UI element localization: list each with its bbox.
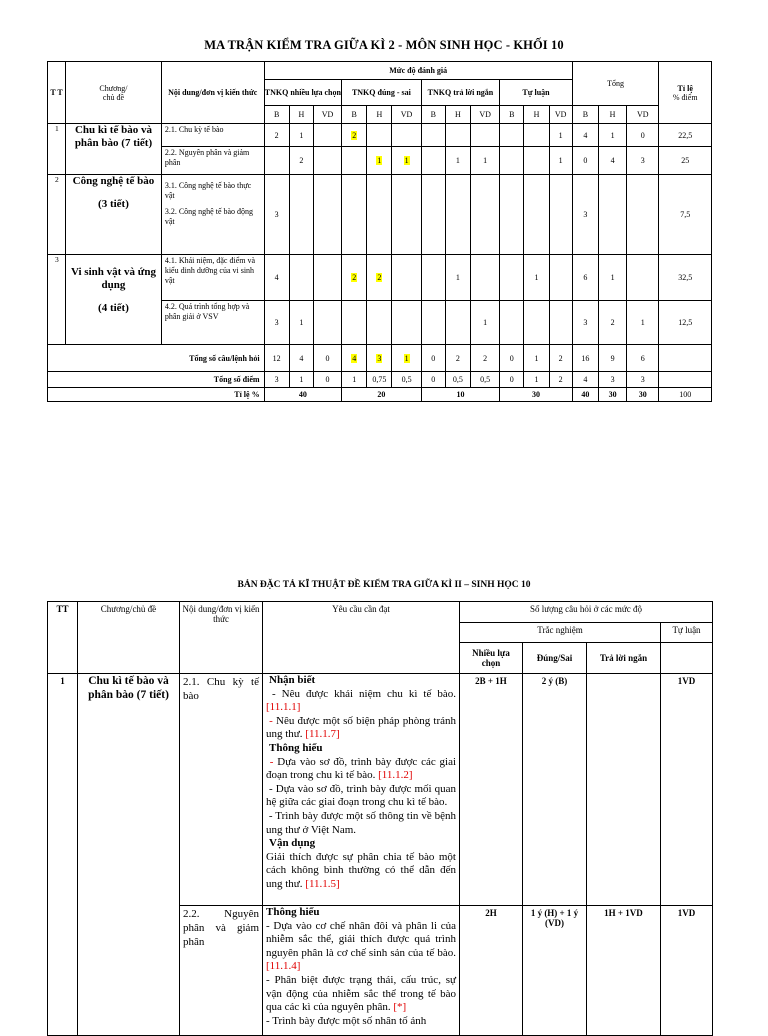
req-vd1: Giải thích được sự phân chia tế bào một cách không bình thường có thể dẫn đến ung thư. [266, 850, 456, 890]
header-noidung: Nội dung/đơn vị kiến thức [161, 62, 264, 124]
matrix-cell [445, 124, 470, 147]
level-thonghieu: Thông hiểu [266, 906, 320, 918]
matrix-cell [445, 175, 470, 255]
col-soluong: Số lượng câu hỏi ở các mức độ [460, 602, 713, 623]
req-th1: - Dựa vào cơ chế nhân đôi và phân li của nhiễm sắc thể, giải thích được quá trình nguyên phân là cơ chế sinh sản của tế bào. [266, 919, 456, 959]
matrix-cell [500, 124, 524, 147]
matrix-cell: 3 [572, 301, 598, 345]
matrix-cell [392, 345, 421, 372]
matrix-cell [392, 255, 421, 301]
matrix-cell: 3 [627, 147, 659, 175]
row1-tuluan: 1VD [661, 674, 713, 906]
matrix-title: MA TRẬN KIỂM TRA GIỮA KÌ 2 - MÔN SINH HỌC - KHỐI 10 [204, 38, 564, 52]
matrix-cell [392, 124, 421, 147]
matrix-cell [342, 301, 367, 345]
matrix-cell: 0,75 [367, 372, 392, 388]
matrix-cell: 4 [572, 124, 598, 147]
highlighted-value: 1 [404, 156, 409, 165]
matrix-cell: 3 [598, 372, 626, 388]
tile-cell [659, 345, 712, 372]
row2-dungsai: 1 ý (H) + 1 ý (VD) [523, 906, 587, 1036]
matrix-cell [264, 147, 289, 175]
matrix-cell [549, 301, 572, 345]
header-level: VD [313, 106, 341, 124]
matrix-cell: 0 [500, 372, 524, 388]
chapter-tt: 3 [48, 255, 66, 345]
matrix-cell [471, 255, 500, 301]
matrix-cell [627, 255, 659, 301]
row2-nhieulua: 2H [460, 906, 523, 1036]
matrix-cell: 16 [572, 345, 598, 372]
matrix-cell [367, 345, 392, 372]
matrix-cell: 2 [598, 301, 626, 345]
content-unit: 2.2. Nguyên phân và giảm phân [161, 147, 264, 175]
chapter-name: Vi sinh vật và ứng dụng (4 tiết) [66, 255, 162, 345]
matrix-cell [313, 301, 341, 345]
matrix-cell: 1 [549, 124, 572, 147]
req-nb1: Nêu được khái niệm chu kì tế bào. [281, 687, 456, 700]
matrix-cell: 3 [264, 175, 289, 255]
matrix-cell [421, 255, 445, 301]
matrix-cell: 4 [598, 147, 626, 175]
matrix-cell [342, 124, 367, 147]
tile-total: 100 [659, 388, 712, 402]
matrix-cell: 0 [421, 372, 445, 388]
chapter-tt: 2 [48, 175, 66, 255]
matrix-cell: 1 [524, 255, 549, 301]
matrix-cell [367, 175, 392, 255]
total-label: Tổng số điểm [48, 372, 265, 388]
header-group: TNKQ đúng - sai [342, 80, 422, 106]
matrix-cell [392, 175, 421, 255]
spec-table [47, 601, 713, 1036]
matrix-cell [313, 255, 341, 301]
tile-sum: 40 [572, 388, 598, 402]
matrix-cell: 2 [289, 147, 313, 175]
matrix-cell [421, 301, 445, 345]
matrix-cell [471, 124, 500, 147]
matrix-cell: 2 [471, 345, 500, 372]
col-tt: TT [48, 602, 78, 674]
matrix-cell: 2 [445, 345, 470, 372]
matrix-cell [289, 255, 313, 301]
matrix-cell [500, 175, 524, 255]
req-code: [*] [393, 1001, 407, 1014]
level-nhanbiet: Nhận biết [269, 674, 316, 686]
row1-nhieulua: 2B + 1H [460, 674, 523, 906]
matrix-cell: 1 [445, 255, 470, 301]
header-group: Tự luận [500, 80, 573, 106]
header-group: TNKQ nhiều lựa chọn [264, 80, 342, 106]
tile-group: 20 [342, 388, 422, 402]
matrix-cell [524, 124, 549, 147]
matrix-cell [524, 147, 549, 175]
matrix-cell [627, 175, 659, 255]
matrix-cell: 3 [264, 372, 289, 388]
highlighted-value: 3 [377, 353, 382, 363]
highlighted-value: 1 [377, 156, 382, 165]
matrix-cell: 0 [313, 345, 341, 372]
header-level: B [342, 106, 367, 124]
tile-cell: 25 [659, 147, 712, 175]
content-unit: 3.1. Công nghệ tế bào thực vật 3.2. Công nghệ tế bào động vật [161, 175, 264, 255]
req-th3: Trình bày được một số thông tin về bệnh ung thư ở Việt Nam. [266, 809, 457, 836]
row1-traloi [587, 674, 661, 906]
header-level: H [598, 106, 626, 124]
matrix-cell [421, 147, 445, 175]
highlighted-value: 4 [352, 353, 357, 363]
header-tt: T T [48, 62, 66, 124]
col-nhieulua: Nhiều lựa chọn [460, 643, 523, 674]
req-code: [11.1.2] [378, 769, 413, 782]
matrix-cell [524, 301, 549, 345]
matrix-cell: 1 [289, 301, 313, 345]
header-chuong: Chương/ chủ đề [66, 62, 162, 124]
matrix-cell [367, 301, 392, 345]
req-nb2: Nêu được một số biện pháp phòng tránh ung thư. [266, 714, 456, 741]
header-level: VD [627, 106, 659, 124]
matrix-cell [500, 255, 524, 301]
row1-yeucau: Nhận biết - Nêu được khái niệm chu kì tế bào. [11.1.1] - Nêu được một số biện pháp phòng tránh ung thư. [11.1.7] Thông hiểu - Dựa vào sơ đồ, trình bày được các giai đoạn trong chu kì tế bào. [11.1.2] - Dựa vào sơ đồ, trình bày được mối quan hệ giữa các giai đoạn trong chu kì tế bào. - Trình bày được một số thông tin về bệnh ung thư ở Việt Nam. Vận dụng Giải thích được sự phân chia tế bào một cách không bình thường có thể dẫn đến ung thư. [11.1.5] [263, 674, 460, 906]
matrix-cell: 0 [572, 147, 598, 175]
matrix-cell: 6 [572, 255, 598, 301]
matrix-cell: 1 [524, 345, 549, 372]
tile-cell: 12,5 [659, 301, 712, 345]
req-code: [11.1.1] [266, 701, 301, 714]
req-code: [11.1.4] [266, 960, 301, 973]
tile-cell: 32,5 [659, 255, 712, 301]
matrix-cell [367, 255, 392, 301]
row2-traloi: 1H + 1VD [587, 906, 661, 1036]
req-th2: - Phân biệt được trạng thái, cấu trúc, sự vận động của nhiễm sắc thể trong tế bào qua các kì của nguyên phân. [266, 973, 456, 1014]
tile-group: 10 [421, 388, 500, 402]
matrix-cell: 6 [627, 345, 659, 372]
row2-tuluan: 1VD [661, 906, 713, 1036]
matrix-cell [342, 175, 367, 255]
header-level: VD [549, 106, 572, 124]
col-chuong: Chương/chủ đề [78, 602, 180, 674]
matrix-cell [313, 124, 341, 147]
header-level: VD [471, 106, 500, 124]
matrix-cell: 1 [342, 372, 367, 388]
matrix-cell: 0 [313, 372, 341, 388]
matrix-cell [342, 255, 367, 301]
content-unit: 2.1. Chu kỳ tế bào [161, 124, 264, 147]
col-tuluan: Tự luận [661, 623, 713, 643]
matrix-cell: 1 [598, 255, 626, 301]
matrix-cell: 3 [627, 372, 659, 388]
highlighted-value: 2 [377, 273, 382, 282]
content-unit: 4.2. Quá trình tổng hợp và phân giải ở VSV [161, 301, 264, 345]
tile-cell: 7,5 [659, 175, 712, 255]
matrix-cell: 4 [289, 345, 313, 372]
chapter-tt: 1 [48, 124, 66, 175]
matrix-cell [421, 175, 445, 255]
header-level: VD [392, 106, 421, 124]
content-unit: 4.1. Khái niệm, đặc điểm và kiểu dinh dưỡng của vi sinh vật [161, 255, 264, 301]
tile-label: Tỉ lệ % [48, 388, 265, 402]
matrix-cell: 0 [421, 345, 445, 372]
matrix-cell: 0,5 [445, 372, 470, 388]
row1-noidung: 2.1. Chu kỳ tế bào [180, 674, 263, 906]
matrix-cell [367, 147, 392, 175]
req-code: [11.1.7] [305, 728, 340, 741]
matrix-cell: 1 [289, 372, 313, 388]
matrix-cell: 3 [572, 175, 598, 255]
header-mucdo: Mức độ đánh giá [264, 62, 572, 80]
matrix-cell: 2 [549, 345, 572, 372]
tile-cell: 22,5 [659, 124, 712, 147]
matrix-cell [524, 175, 549, 255]
matrix-cell [342, 147, 367, 175]
matrix-cell [392, 147, 421, 175]
matrix-cell: 2 [264, 124, 289, 147]
row2-noidung: 2.2. Nguyên phân và giảm phân [180, 906, 263, 1036]
matrix-cell [445, 301, 470, 345]
tile-sum: 30 [598, 388, 626, 402]
header-level: B [572, 106, 598, 124]
matrix-cell: 0,5 [471, 372, 500, 388]
header-level: H [367, 106, 392, 124]
matrix-cell: 1 [289, 124, 313, 147]
matrix-cell: 12 [264, 345, 289, 372]
req-th3: - Trình bày được một số nhân tố ảnh [266, 1014, 427, 1027]
col-yeucau: Yêu cầu cần đạt [263, 602, 460, 674]
tile-group: 40 [264, 388, 342, 402]
header-level: H [445, 106, 470, 124]
row1-dungsai: 2 ý (B) [523, 674, 587, 906]
header-level: B [421, 106, 445, 124]
matrix-cell: 0 [500, 345, 524, 372]
matrix-cell [342, 345, 367, 372]
matrix-cell: 1 [471, 147, 500, 175]
matrix-cell [549, 175, 572, 255]
matrix-cell [471, 175, 500, 255]
header-level: B [500, 106, 524, 124]
col-dungsai: Đúng/Sai [523, 643, 587, 674]
matrix-table [47, 61, 712, 402]
matrix-cell: 1 [471, 301, 500, 345]
req-code: [11.1.5] [305, 877, 340, 890]
highlighted-value: 2 [352, 130, 357, 140]
matrix-cell [598, 175, 626, 255]
header-tile: Tỉ lệ % điểm [659, 62, 712, 124]
matrix-cell [421, 124, 445, 147]
header-tong: Tổng [572, 62, 659, 106]
row1-tt: 1 [48, 674, 78, 1036]
tile-sum: 30 [627, 388, 659, 402]
req-th2: Dựa vào sơ đồ, trình bày được mối quan hệ giữa các giai đoạn trong chu kì tế bào. [266, 782, 456, 809]
matrix-cell: 9 [598, 345, 626, 372]
chapter-name: Chu kì tế bào và phân bào (7 tiết) [66, 124, 162, 175]
matrix-cell [289, 175, 313, 255]
col-tuluan-sub [661, 643, 713, 674]
matrix-cell: 1 [549, 147, 572, 175]
header-group: TNKQ trả lời ngắn [421, 80, 500, 106]
matrix-cell [549, 255, 572, 301]
chapter-name: Công nghệ tế bào (3 tiết) [66, 175, 162, 255]
level-thonghieu: Thông hiểu [269, 741, 323, 754]
col-noidung: Nội dung/đơn vị kiến thức [180, 602, 263, 674]
matrix-cell: 2 [549, 372, 572, 388]
tile-cell [659, 372, 712, 388]
header-level: H [524, 106, 549, 124]
col-tracnghiem: Trắc nghiệm [460, 623, 661, 643]
spec-title: BẢN ĐẶC TẢ KĨ THUẬT ĐỀ KIỂM TRA GIỮA KÌ II – SINH HỌC 10 [237, 580, 531, 590]
header-level: H [289, 106, 313, 124]
matrix-cell [500, 147, 524, 175]
matrix-cell: 0 [627, 124, 659, 147]
highlighted-value: 2 [352, 273, 357, 282]
tile-group: 30 [500, 388, 573, 402]
matrix-cell: 3 [264, 301, 289, 345]
matrix-cell: 1 [445, 147, 470, 175]
req-th1: Dựa vào sơ đồ, trình bày được các giai đoạn trong chu kì tế bào. [266, 755, 457, 782]
col-traloi: Trả lời ngắn [587, 643, 661, 674]
matrix-cell: 1 [598, 124, 626, 147]
level-vandung: Vận dụng [269, 837, 316, 850]
matrix-cell: 0,5 [392, 372, 421, 388]
header-level: B [264, 106, 289, 124]
matrix-cell: 1 [524, 372, 549, 388]
total-label: Tổng số câu/lệnh hỏi [48, 345, 265, 372]
matrix-cell [313, 175, 341, 255]
matrix-cell [500, 301, 524, 345]
matrix-cell: 4 [264, 255, 289, 301]
matrix-cell: 1 [627, 301, 659, 345]
matrix-cell: 4 [572, 372, 598, 388]
highlighted-value: 1 [404, 353, 409, 363]
matrix-cell [313, 147, 341, 175]
matrix-cell [392, 301, 421, 345]
matrix-cell [367, 124, 392, 147]
row1-chuong: Chu kì tế bào và phân bào (7 tiết) [78, 674, 180, 1036]
row2-yeucau [263, 906, 460, 1036]
